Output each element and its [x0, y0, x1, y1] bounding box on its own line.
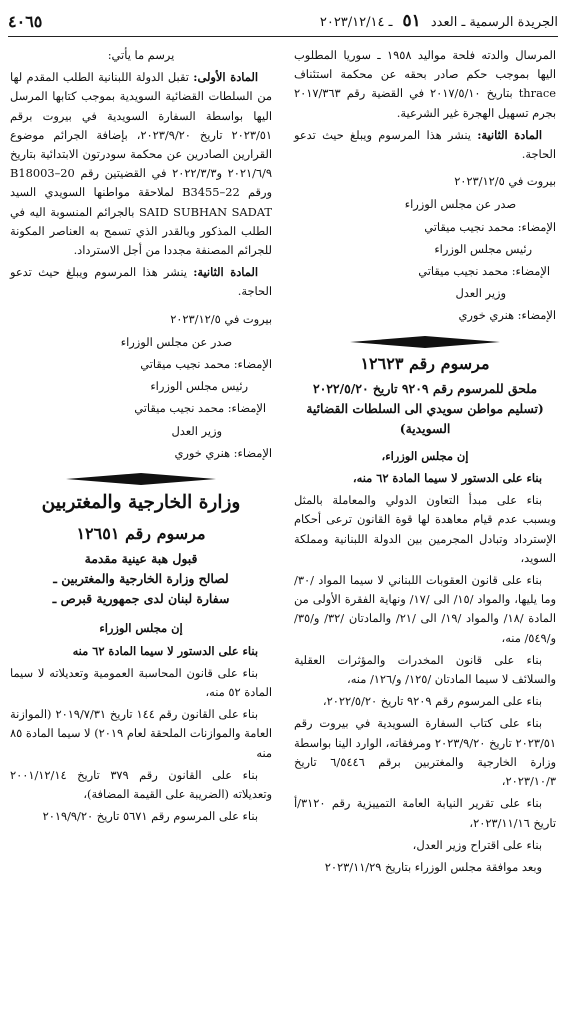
- place-date: بيروت في ٢٠٢٣/١٢/٥: [454, 174, 556, 189]
- issued-by: صدر عن مجلس الوزراء: [404, 197, 516, 212]
- yursim-heading: يرسم ما يأتي:: [107, 48, 175, 62]
- paragraph: بناء على قانون المخدرات والمؤثرات العقلية والسلائف لا سيما المادتان /١٢٥/ و/١٢٦/ منه،: [294, 652, 556, 687]
- minister-title: وزير العدل: [171, 423, 222, 438]
- left-column: [10, 46, 272, 830]
- paragraph: بناء على قانون المحاسبة العمومية وتعديلاته لا سيما المادة ٥٢ منه،: [10, 665, 272, 700]
- divider-ornament: [350, 336, 500, 348]
- ministry-heading: وزارة الخارجية والمغتربين: [41, 492, 241, 514]
- article-1-label: المادة الأولى:: [193, 70, 258, 85]
- issued-by: صدر عن مجلس الوزراء: [120, 334, 232, 349]
- council-heading: إن مجلس الوزراء،: [381, 448, 469, 463]
- place-date: بيروت في ٢٠٢٣/١٢/٥: [170, 311, 272, 326]
- paragraph: بناء على مبدأ التعاون الدولي والمعاملة بالمثل وبسبب عدم قيام معاهدة لها قوة القانون ترعى أحكام الإسترداد وتبادل المجرمين بين الدولة اللبنانية ومملكة السويد،: [294, 493, 556, 565]
- intro-paragraph: المرسال والدته فلحة مواليد ١٩٥٨ ـ سوريا المطلوب اليها بموجب حكم صادر بحقه عن محكمة استئناف thrace بتاريخ ٢٠١٧/٥/١٠ في القضية رقم ٢٠١٧/٣٦٣ بجرم تسهيل الهجرة غير الشرعية.: [294, 48, 556, 120]
- signature-1: الإمضاء: محمد نجيب ميقاتي: [140, 357, 272, 372]
- paragraph: بناء على اقتراح وزير العدل،: [412, 837, 542, 852]
- decree-subtitle-3: سفارة لبنان لدى جمهورية قبرص ـ: [52, 591, 230, 607]
- pm-title: رئيس مجلس الوزراء: [434, 241, 532, 256]
- paragraph: بناء على المرسوم رقم ٩٢٠٩ تاريخ ٢٠٢٢/٥/٢٠،: [322, 694, 542, 709]
- right-column: [294, 46, 556, 880]
- signature-1: الإمضاء: محمد نجيب ميقاتي: [424, 219, 556, 234]
- paragraph: بناء على القانون رقم ٣٧٩ تاريخ ٢٠٠١/١٢/١٤ وتعديلاته (الضريبة على القيمة المضافة)،: [10, 767, 272, 802]
- paragraph: وبعد موافقة مجلس الوزراء بتاريخ ٢٠٢٣/١١/٢٩: [324, 859, 542, 874]
- page-header: [8, 6, 558, 37]
- signature-3: الإمضاء: هنري خوري: [458, 308, 556, 323]
- decree-title: مرسوم رقم ١٢٦٥١: [76, 524, 206, 544]
- gazette-title: الجريدة الرسمية ـ العدد: [430, 15, 558, 30]
- decree-subtitle: ملحق للمرسوم رقم ٩٢٠٩ تاريخ ٢٠٢٢/٥/٢٠ (تسليم مواطن سويدي الى السلطات القضائية السويدية): [306, 380, 544, 436]
- signature-2: الإمضاء: محمد نجيب ميقاتي: [418, 264, 550, 279]
- issue-number: ٥١: [402, 11, 421, 31]
- paragraph: بناء على قانون العقوبات اللبناني لا سيما المواد /٣٠/ وما يليها، والمواد /١٥/ الى /١٧/ ونهاية الفقرة الأولى من المادة /١٨/ والمواد /١٩/ الى /٢١/ والمادتان /٣٢/ و/٣٥/ و/٥٤٩/ منه،: [294, 573, 557, 645]
- council-heading: إن مجلس الوزراء: [99, 621, 183, 636]
- constitution-line: بناء على الدستور لا سيما المادة ٦٢ منه: [72, 643, 258, 658]
- header-title-group: [320, 11, 558, 31]
- issue-date: ـ ٢٠٢٣/١٢/١٤: [319, 15, 393, 30]
- paragraph: بناء على كتاب السفارة السويدية في بيروت رقم ٢٠٢٣/٥١ تاريخ ٢٠٢٣/٩/٢٠ ومرفقاته، الوارد الينا بواسطة وزارة الخارجية والمغتربين برقم ٦/٥٤٤٦ تاريخ ٢٠٢٣/١٠/٣،: [294, 716, 557, 789]
- pm-title: رئيس مجلس الوزراء: [150, 379, 248, 394]
- decree-subtitle-2: لصالح وزارة الخارجية والمغتربين ـ: [53, 571, 229, 587]
- minister-title: وزير العدل: [455, 286, 506, 301]
- page-number: ٤٠٦٥: [8, 11, 43, 31]
- article-2-label: المادة الثانية:: [193, 265, 258, 280]
- paragraph: بناء على تقرير النيابة العامة التمييزية رقم ٣١٢٠/أ تاريخ ٢٠٢٣/١١/١٦،: [294, 796, 556, 830]
- divider-ornament: [66, 473, 216, 485]
- section-divider: [294, 336, 556, 348]
- constitution-line: بناء على الدستور لا سيما المادة ٦٢ منه،: [352, 471, 542, 486]
- signature-3: الإمضاء: هنري خوري: [174, 445, 272, 460]
- decree-title: مرسوم رقم ١٢٦٢٣: [360, 353, 490, 373]
- paragraph: بناء على القانون رقم ١٤٤ تاريخ ٢٠١٩/٧/٣١ (الموازنة العامة والموازنات الملحقة لعام ٢٠١٩) لا سيما المادة ٨٥ منه: [10, 707, 272, 760]
- decree-subtitle-1: قبول هبة عينية مقدمة: [84, 551, 198, 567]
- paragraph: بناء على المرسوم رقم ٥٦٧١ تاريخ ٢٠١٩/٩/٢٠: [42, 809, 258, 824]
- article-2-text: ينشر هذا المرسوم ويبلغ حيث تدعو الحاجة.: [294, 127, 556, 162]
- section-divider: [10, 473, 272, 485]
- article-2-label: المادة الثانية:: [477, 127, 542, 142]
- article-2: [294, 126, 556, 164]
- article-2: [10, 263, 272, 301]
- article-1: [10, 68, 272, 260]
- article-2-text: ينشر هذا المرسوم ويبلغ حيث تدعو الحاجة.: [10, 265, 272, 299]
- signature-2: الإمضاء: محمد نجيب ميقاتي: [134, 401, 266, 416]
- article-1-text: تقبل الدولة اللبنانية الطلب المقدم لها من السلطات القضائية السويدية بموجب كتابها المرسل اليها بواسطة السفارة السويدية في بيروت برقم ٢٠٢٣/٥١ تاريخ ٢٠٢٣/٩/٢٠، بإضافة الجرائم موضوع القرارين الصادرين عن محكمة سودرتون الابتدائية بتاريخ ٢٠٢١/٦/٩ و٢٠٢٢/٣/٣ في القضيتين رقم B18003–20 ورقم B3455–22 لملاحقة مواطنها السويدي السيد SAID SUBHAN SADAT بالجرائم المنسوبة اليه في الطلب المذكور وبالقدر الذي تسمح به العناصر المكونة للجرائم المصنفة مجددا من أجل الاسترداد.: [10, 70, 273, 258]
